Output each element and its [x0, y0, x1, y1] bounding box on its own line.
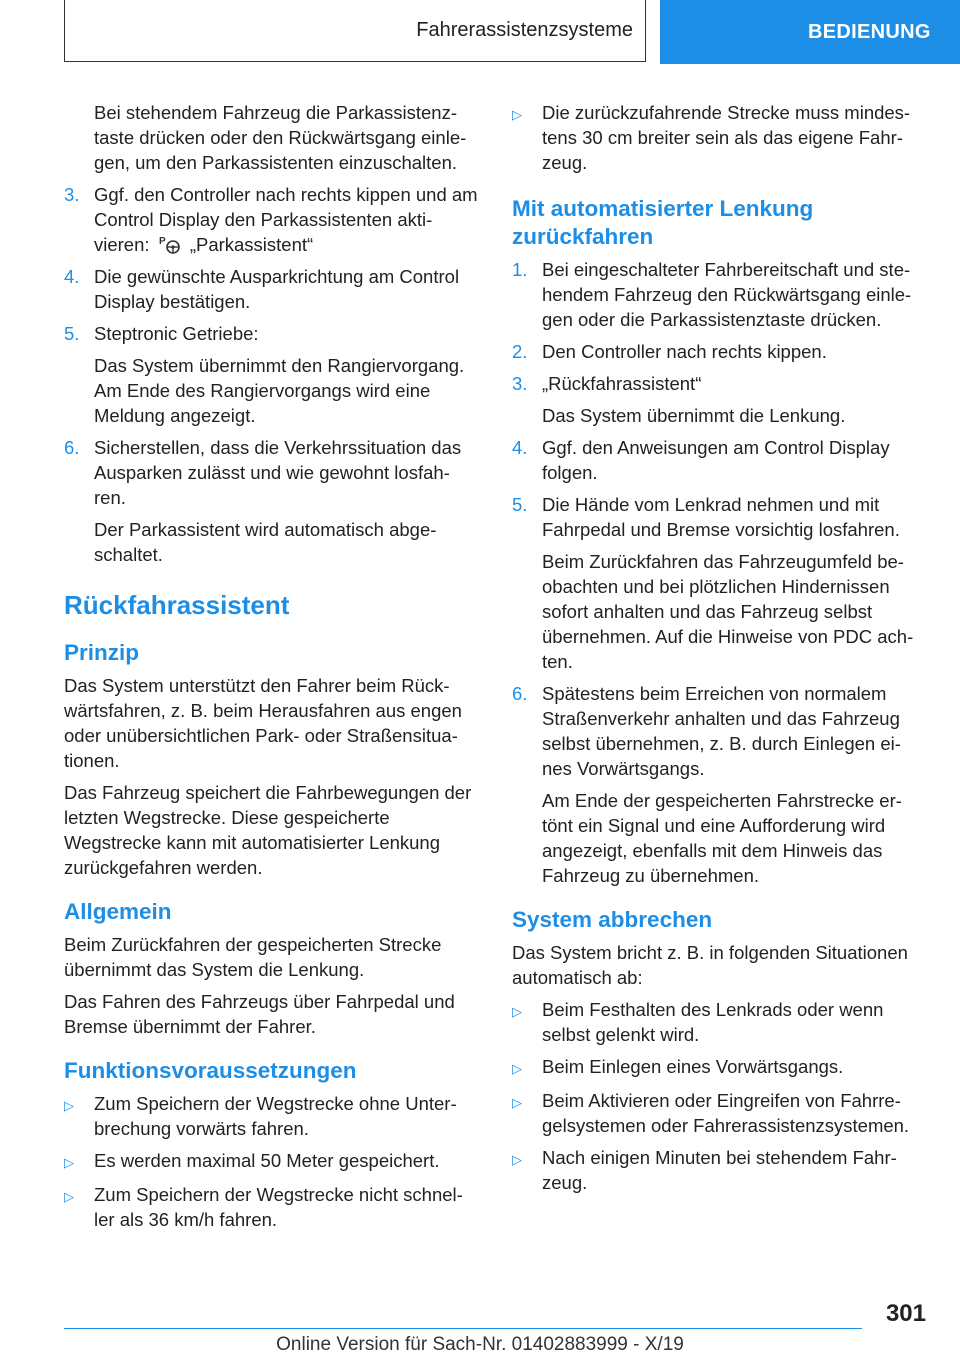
- intro-paragraph: Bei stehendem Fahrzeug die Parkassistenz-taste drücken oder den Rückwärtsgang einle-gen, um den Parkassistenten einzuschalten.: [94, 102, 467, 173]
- step-subtext: Der Parkassistent wird automatisch abge-schaltet.: [94, 519, 437, 565]
- step-text: Spätestens beim Erreichen von normalem Straßenverkehr anhalten und das Fahrzeug selbst übernehmen, z. B. durch Einlegen ei-nes Vorwärtsgangs.: [542, 683, 901, 779]
- paragraph: Das Fahren des Fahrzeugs über Fahrpedal und Bremse übernimmt der Fahrer.: [64, 991, 455, 1037]
- section-title: Fahrerassistenzsysteme: [416, 19, 633, 41]
- step-number: 4.: [64, 266, 80, 287]
- bullet-triangle-icon: ▷: [64, 1189, 74, 1204]
- step-subtext: Das System übernimmt die Lenkung.: [542, 405, 846, 426]
- bullet-triangle-icon: ▷: [512, 107, 522, 122]
- step-5: [512, 492, 928, 674]
- list-item: ▷ Nach einigen Minuten bei stehendem Fahr-zeug.: [512, 1147, 897, 1193]
- step-text: „Rückfahrassistent“: [542, 373, 702, 394]
- heading-system-abbrechen: System abbrechen: [512, 907, 713, 932]
- list-item: ▷ Zum Speichern der Wegstrecke nicht schnel-ler als 36 km/h fahren.: [64, 1184, 463, 1230]
- step-text: Steptronic Getriebe:: [94, 323, 259, 344]
- step-number: 3.: [512, 373, 528, 394]
- chapter-tab: [660, 0, 960, 64]
- step-text: Ggf. den Controller nach rechts kippen und am Control Display den Parkassistenten akti-vieren:: [94, 184, 478, 255]
- bullet-triangle-icon: ▷: [512, 1004, 522, 1019]
- step-text: Sicherstellen, dass die Verkehrssituation das Ausparken zulässt und wie gewohnt losfah-ren.: [94, 437, 462, 508]
- section-heading-rueckfahrassistent: Rückfahrassistent: [64, 590, 290, 620]
- step-6: [512, 681, 928, 888]
- bullet-triangle-icon: ▷: [512, 1095, 522, 1110]
- svg-text:P: P: [158, 236, 166, 247]
- step-number: 5.: [64, 323, 80, 344]
- list-item: ▷ Beim Aktivieren oder Eingreifen von Fahrre-gelsystemen oder Fahrerassistenzsystemen.: [512, 1090, 910, 1136]
- footer-divider: [64, 1328, 862, 1329]
- step-subtext: Beim Zurückfahren das Fahrzeugumfeld be-obachten und bei plötzlichen Hindernissen sofort anhalten und das Fahrzeug selbst übernehmen. Auf die Hinweise von PDC ach-ten.: [542, 551, 914, 672]
- step-number: 2.: [512, 341, 528, 362]
- step-3: [64, 182, 480, 257]
- list-item: ▷ Beim Einlegen eines Vorwärtsgangs.: [512, 1054, 928, 1081]
- step-text: Den Controller nach rechts kippen.: [542, 341, 827, 362]
- heading-funktionsvoraussetzungen: Funktionsvoraussetzungen: [64, 1058, 357, 1083]
- step-text: Bei eingeschalteter Fahrbereitschaft und ste-hendem Fahrzeug den Rückwärtsgang einle-gen oder die Parkassistenztaste drücken.: [542, 259, 912, 330]
- step-4: [512, 435, 928, 485]
- right-column: [512, 100, 928, 1202]
- left-column: [64, 100, 480, 1239]
- chapter-title: BEDIENUNG: [808, 20, 931, 43]
- step-number: 4.: [512, 437, 528, 458]
- list-item: ▷ Zum Speichern der Wegstrecke ohne Unter-brechung vorwärts fahren.: [64, 1093, 457, 1139]
- step-6: [64, 435, 480, 567]
- paragraph: Das System bricht z. B. in folgenden Situationen automatisch ab:: [512, 942, 908, 988]
- step-text: Ggf. den Anweisungen am Control Display folgen.: [542, 437, 890, 483]
- list-item: ▷ Es werden maximal 50 Meter gespeichert.: [64, 1148, 480, 1175]
- heading-prinzip: Prinzip: [64, 640, 140, 665]
- bullet-triangle-icon: ▷: [64, 1098, 74, 1113]
- page-header: [0, 0, 960, 64]
- list-item: ▷ Beim Festhalten des Lenkrads oder wenn selbst gelenkt wird.: [512, 999, 884, 1045]
- step-text: Die Hände vom Lenkrad nehmen und mit Fahrpedal und Bremse vorsichtig losfahren.: [542, 494, 900, 540]
- step-number: 1.: [512, 259, 528, 280]
- list-item: ▷ Die zurückzufahrende Strecke muss mindes-tens 30 cm breiter sein als das eigene Fahr-zeug.: [512, 102, 911, 173]
- step-text: Die gewünschte Ausparkrichtung am Control Display bestätigen.: [94, 266, 460, 312]
- step-text-menu: „Parkassistent“: [189, 234, 314, 255]
- paragraph: Das Fahrzeug speichert die Fahrbewegungen der letzten Wegstrecke. Diese gespeicherte Wegstrecke kann mit automatisierter Lenkung zurückgefahren werden.: [64, 782, 472, 878]
- bullet-triangle-icon: ▷: [64, 1155, 74, 1170]
- bullet-triangle-icon: ▷: [512, 1152, 522, 1167]
- step-3: [512, 371, 928, 428]
- step-number: 3.: [64, 184, 80, 205]
- paragraph: Beim Zurückfahren der gespeicherten Strecke übernimmt das System die Lenkung.: [64, 934, 442, 980]
- paragraph: Das System unterstützt den Fahrer beim Rück-wärtsfahren, z. B. beim Herausfahren aus engen oder unübersichtlichen Park- oder Straßensitua-tionen.: [64, 675, 462, 771]
- page-number: 301: [885, 1300, 926, 1327]
- bullet-triangle-icon: ▷: [512, 1061, 522, 1076]
- step-number: 6.: [512, 683, 528, 704]
- step-1: [512, 257, 928, 332]
- footer-text: Online Version für Sach-Nr. 01402883999 - X/19: [276, 1334, 684, 1355]
- step-2: [512, 339, 928, 364]
- step-number: 6.: [64, 437, 80, 458]
- step-subtext: Das System übernimmt den Rangiervorgang. Am Ende des Rangiervorgangs wird eine Meldung angezeigt.: [94, 355, 465, 426]
- step-5: [64, 321, 480, 428]
- step-4: [64, 264, 480, 314]
- step-subtext: Am Ende der gespeicherten Fahrstrecke er-tönt ein Signal und eine Aufforderung wird angezeigt, ebenfalls mit dem Hinweis das Fahrzeug zu übernehmen.: [542, 790, 902, 886]
- step-number: 5.: [512, 494, 528, 515]
- heading-mit-automatisierter-lenkung: Mit automatisierter Lenkung zurückfahren: [512, 196, 814, 249]
- park-assist-icon: [159, 234, 181, 254]
- section-tab: [64, 0, 646, 62]
- heading-allgemein: Allgemein: [64, 899, 172, 924]
